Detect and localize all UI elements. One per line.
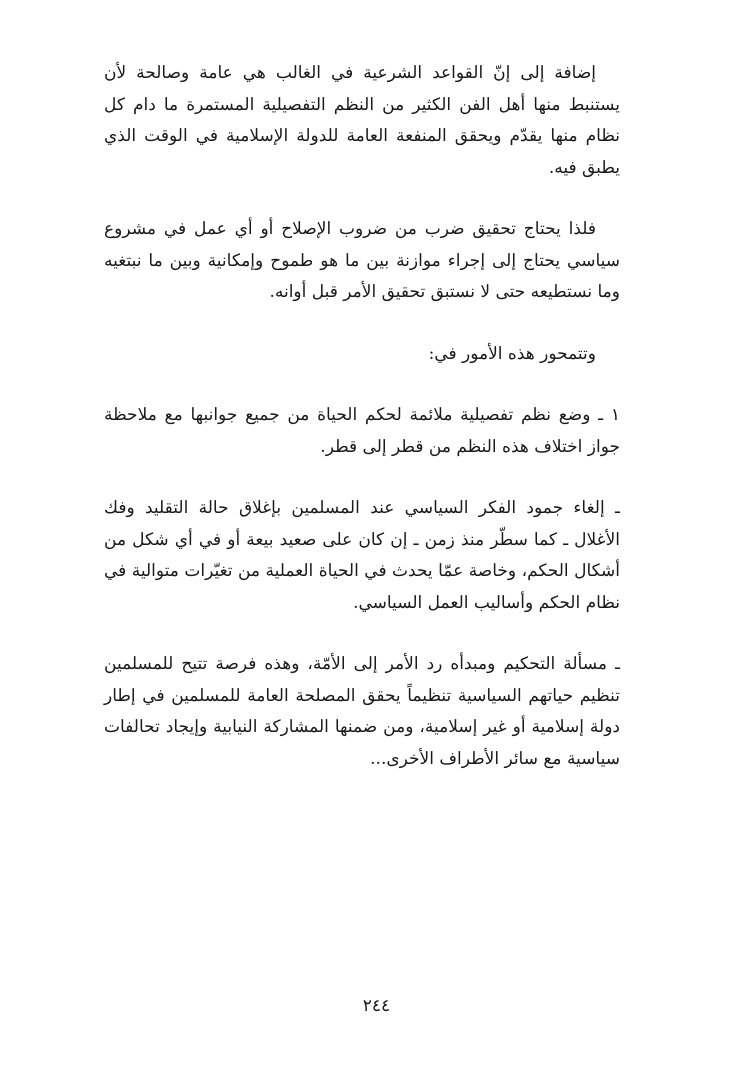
- paragraph-3: وتتمحور هذه الأمور في:: [428, 343, 596, 364]
- list-item-1: ١ ـ وضع نظم تفصيلية ملائمة لحكم الحياة من جميع جوانبها مع ملاحظة جواز اختلاف هذه النظم من قطر إلى قطر.: [104, 405, 620, 457]
- paragraph-2: فلذا يحتاج تحقيق ضرب من ضروب الإصلاح أو أي عمل في مشروع سياسي يحتاج إلى إجراء موازنة بين ما هو طموح وإمكانية وبين ما نبتغيه وما نستطيعه حتى لا نستبق تحقيق الأمر قبل أوانه.: [104, 219, 620, 302]
- list-item-3: ـ مسألة التحكيم ومبدأه رد الأمر إلى الأمّة، وهذه فرصة تتيح للمسلمين تنظيم حياتهم السياسية تنظيماً يحقق المصلحة العامة للمسلمين في إطار دولة إسلامية أو غير إسلامية، ومن ضمنها المشاركة النيابية وإيجاد تحالفات سياسية مع سائر الأطراف الأخرى...: [104, 654, 620, 769]
- paragraph-1: إضافة إلى إنّ القواعد الشرعية في الغالب هي عامة وصالحة لأن يستنبط منها أهل الفن الكثير من النظم التفصيلية المستمرة ما دام كل نظام منها يقدّم ويحقق المنفعة العامة للدولة الإسلامية في الوقت الذي يطبق فيه.: [104, 63, 620, 178]
- page-body-text: [104, 58, 620, 805]
- list-item-2: ـ إلغاء جمود الفكر السياسي عند المسلمين بإغلاق حالة التقليد وفك الأغلال ـ كما سطّر منذ زمن ـ إن كان على صعيد بيعة أو في أي شكل من أشكال الحكم، وخاصة عمّا يحدث في الحياة العملية من تغيّرات متوالية في نظام الحكم وأساليب العمل السياسي.: [104, 498, 620, 613]
- page-number: ٢٤٤: [362, 996, 391, 1016]
